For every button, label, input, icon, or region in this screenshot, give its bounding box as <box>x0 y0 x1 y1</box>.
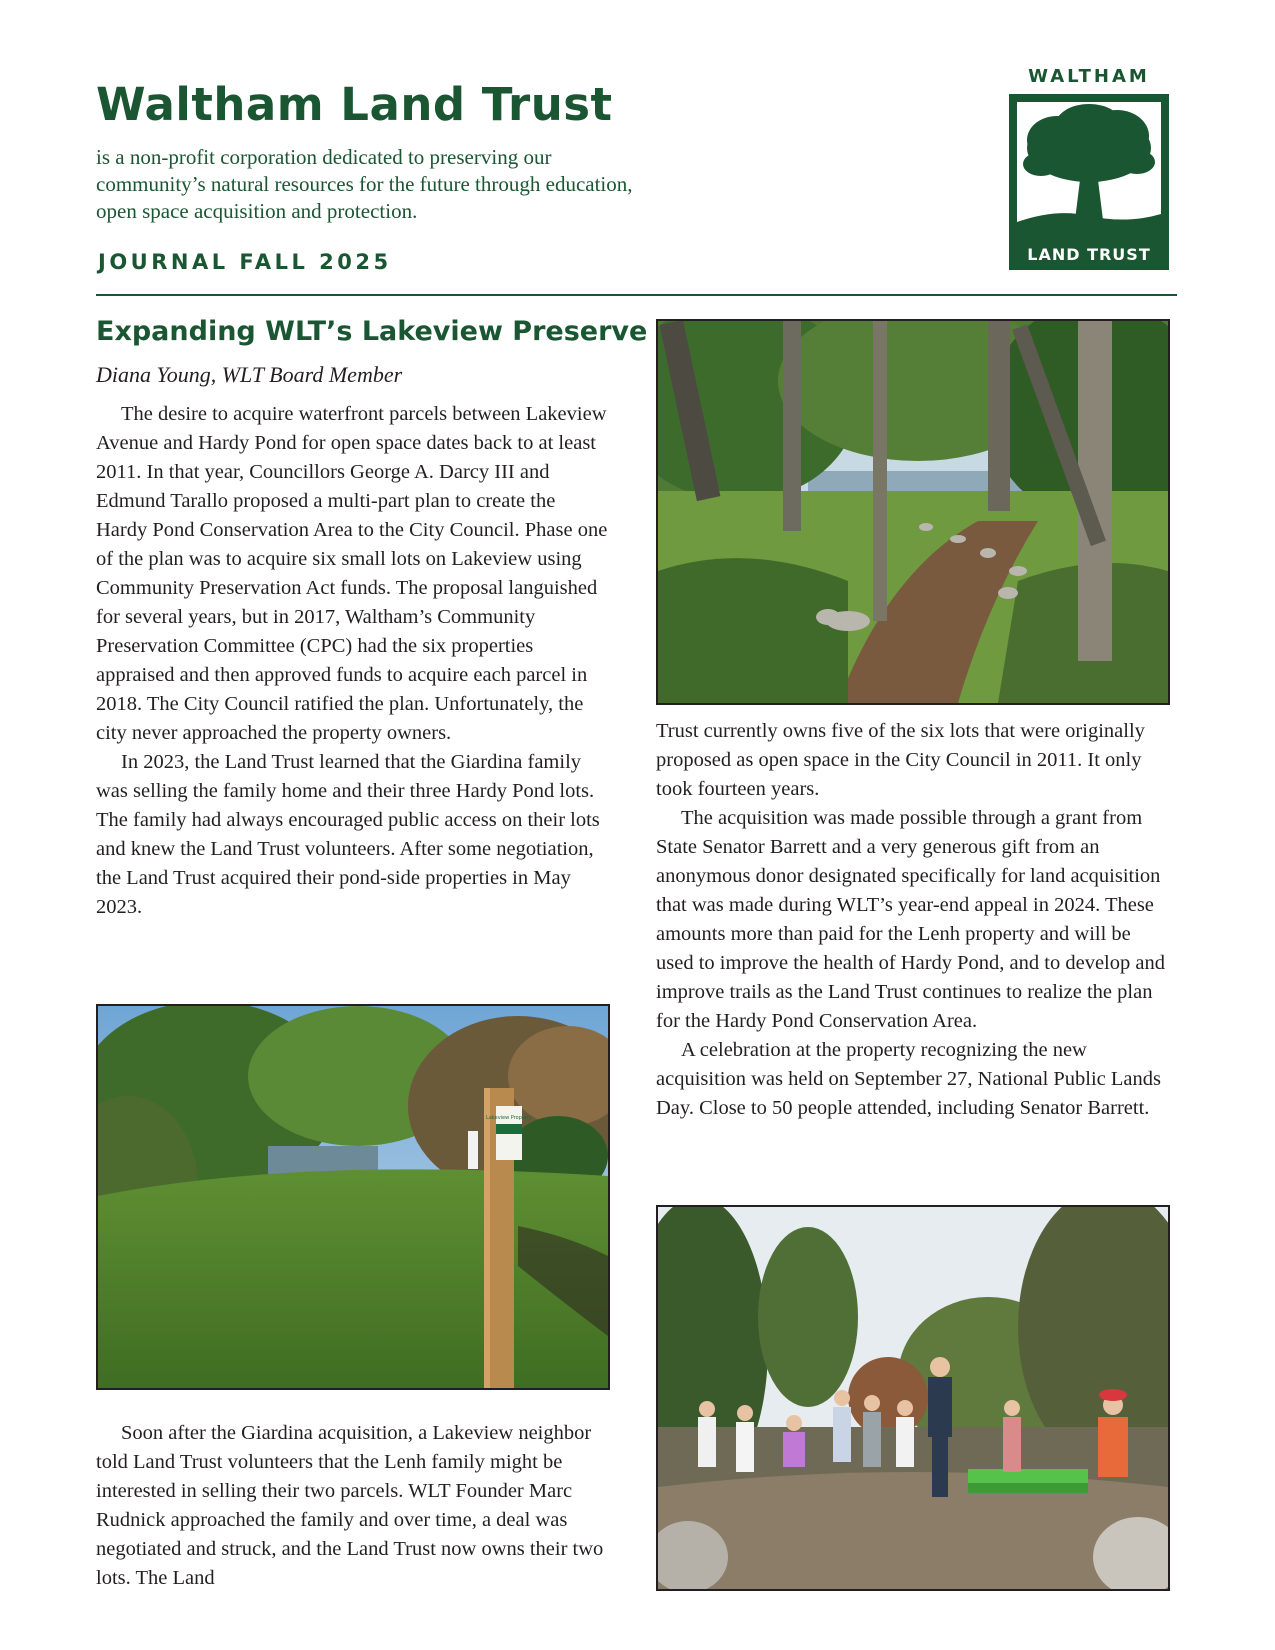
org-title: Waltham Land Trust <box>96 78 613 131</box>
logo-box <box>1009 94 1169 270</box>
photo-lakeview-post <box>96 1004 610 1390</box>
paragraph: The acquisition was made possible through a grant from State Senator Barrett and a very generous gift from an anonymous donor designated specifically for land acquisition that was made during WLT’s year-end appeal in 2024. These amounts more than paid for the Lenh property and will be used to improve the health of Hardy Pond, and to develop and improve trails as the Land Trust continues to realize the plan for the Hardy Pond Conservation Area. <box>656 807 1165 1032</box>
mission-statement: is a non-profit corporation dedicated to preserving our community’s natural resources for the future through education, open space acquisition and protection. <box>96 145 633 223</box>
paragraph: Soon after the Giardina acquisition, a Lakeview neighbor told Land Trust volunteers that the Lenh family might be interested in selling their two parcels. WLT Founder Marc Rudnick approached the family and over time, a deal was negotiated and struck, and the Land Trust now owns their two lots. The Land <box>96 1422 604 1589</box>
paragraph: The desire to acquire waterfront parcels between Lakeview Avenue and Hardy Pond for open space dates back to at least 2011. In that year, Councillors George A. Darcy III and Edmund Tarallo proposed a multi-part plan to create the Hardy Pond Conservation Area to the City Council. Phase one of the plan was to acquire six small lots on Lakeview using Community Preservation Act funds. The proposal languished for several years, but in 2017, Waltham’s Community Preservation Committee (CPC) had the six properties appraised and then approved funds to acquire each parcel in 2018. The City Council ratified the plan. Unfortunately, the city never approached the property owners. <box>96 403 608 744</box>
paragraph: In 2023, the Land Trust learned that the Giardina family was selling the family home and their three Hardy Pond lots. The family had always encouraged public access on their lots and knew the Land Trust volunteers. After some negotiation, the Land Trust acquired their pond-side properties in May 2023. <box>96 751 600 918</box>
column-right <box>656 717 1171 1123</box>
logo-top-text: WALTHAM <box>1028 66 1150 87</box>
wlt-logo <box>1009 67 1169 270</box>
paragraph: A celebration at the property recognizing the new acquisition was held on September 27, National Public Lands Day. Close to 50 people attended, including Senator Barrett. <box>656 1039 1162 1119</box>
paragraph: Trust currently owns five of the six lots that were originally proposed as open space in the City Council in 2011. It only took fourteen years. <box>656 720 1145 800</box>
column-left-bottom <box>96 1419 611 1593</box>
issue-label: JOURNAL FALL 2025 <box>98 250 392 274</box>
logo-tree-icon <box>1017 102 1161 234</box>
sign-text: Lakeview Property <box>486 1115 532 1121</box>
byline: Diana Young, WLT Board Member <box>96 362 403 387</box>
column-left-top <box>96 400 611 922</box>
article-title: Expanding WLT’s Lakeview Preserve <box>96 316 648 347</box>
header-divider <box>96 294 1177 296</box>
photo-woods-trail <box>656 319 1170 705</box>
logo-bottom-text: LAND TRUST <box>1027 245 1151 264</box>
photo-celebration <box>656 1205 1170 1591</box>
